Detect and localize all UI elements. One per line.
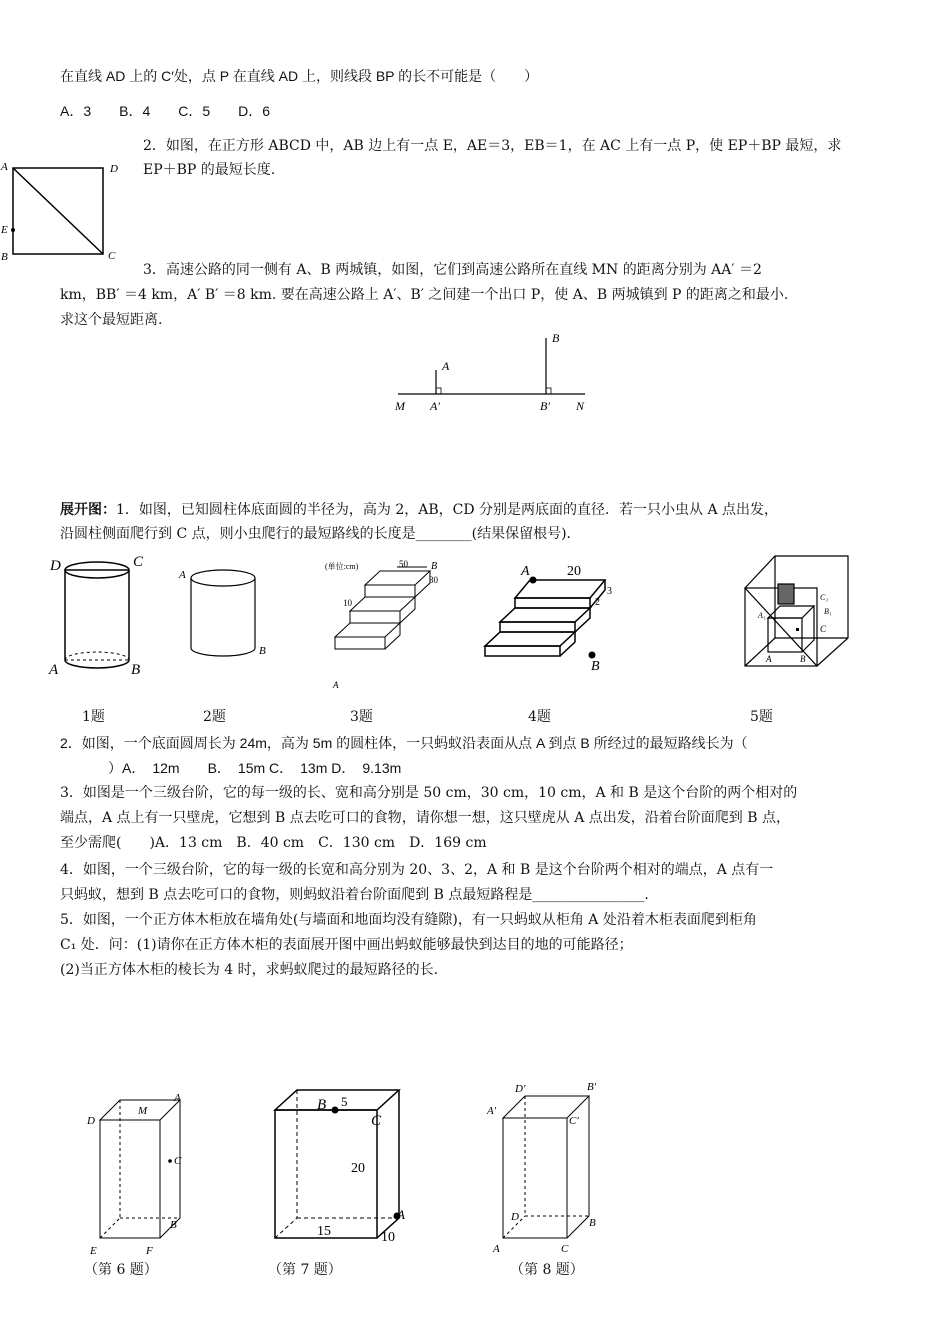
caption-fig5: 5题	[750, 709, 773, 725]
fig8-b-prime: B′	[587, 1081, 597, 1093]
fig5-cube-corner	[740, 548, 860, 673]
fig7-box	[265, 1085, 415, 1255]
fig1-label-b: B	[131, 662, 141, 678]
fig4-a: A	[521, 564, 530, 579]
fig5-b: B	[800, 654, 806, 664]
fig4-len: 20	[567, 564, 581, 579]
svg-text:A: A	[442, 359, 450, 373]
fig5-a: A	[766, 654, 772, 664]
q2-cylinder-options: ）A． 12m B． 15m C． 13m D． 9.13m	[108, 760, 402, 776]
fig3-unit: (单位:cm)	[325, 562, 359, 571]
svg-text:D: D	[110, 163, 118, 175]
q3-stair-text-3: 至少需爬( )A．13 cm B．40 cm C．130 cm D．169 cm	[60, 835, 487, 851]
fig3-len: 50	[399, 559, 408, 569]
fig7-15: 15	[317, 1224, 331, 1239]
fig2-cylinder	[175, 560, 275, 670]
fig1-label-a: A	[49, 662, 59, 678]
fig4-w: 3	[607, 586, 612, 597]
q3-highway-text-2: km，BB′ ＝4 km，A′ B′ ＝8 km. 要在高速公路上 A′、B′ 之间建一个出口 P，使 A、B 两城镇到 P 的距离之和最小.	[60, 287, 789, 303]
fig7-c: C	[371, 1113, 382, 1129]
fig6-f: F	[146, 1245, 153, 1257]
fig4-b: B	[591, 659, 600, 674]
caption-fig4: 4题	[528, 709, 551, 725]
fig8-c-prime: C′	[569, 1115, 579, 1127]
unfold-q1-line-2: 沿圆柱侧面爬行到 C 点，则小虫爬行的最短路线的长度是________(结果保留根号)．	[60, 526, 581, 542]
fig6-box	[80, 1090, 200, 1260]
fig5-b1: B₁	[824, 607, 832, 616]
fig7-20: 20	[351, 1161, 365, 1176]
svg-text:N: N	[576, 399, 585, 413]
fig2-label-b: B	[259, 645, 266, 657]
svg-text:B: B	[1, 251, 8, 263]
caption-fig7: （第 7 题）	[268, 1262, 342, 1278]
highway-figure	[390, 330, 600, 415]
caption-fig8: （第 8 题）	[510, 1262, 584, 1278]
fig5-c1: C₁	[820, 593, 829, 602]
fig7-b: B	[317, 1097, 327, 1113]
fig4-staircase	[485, 560, 635, 674]
fig3-b: B	[431, 561, 438, 572]
square-abcd-figure	[0, 150, 130, 265]
q2-square-text-1: 2．如图，在正方形 ABCD 中，AB 边上有一点 E，AE＝3，EB＝1，在 AC 上有一点 P，使 EP＋BP 最短，求	[143, 138, 842, 154]
q2-cylinder-text-1: 2．如图，一个底面圆周长为 24m，高为 5m 的圆柱体，一只蚂蚁沿表面从点 A 到点 B 所经过的最短路线长为（	[60, 735, 748, 751]
fig8-d-prime: D′	[515, 1083, 526, 1095]
fig8-a: A	[493, 1243, 500, 1255]
q5-cube-text-2: C₁ 处．问：(1)请你在正方体木柜的表面展开图中画出蚂蚁能够最快到达目的地的可能路径；	[60, 937, 633, 953]
fig1-label-c: C	[133, 554, 144, 570]
q4-stair-text-1: 4．如图，一个三级台阶，它的每一级的长宽和高分别为 20、3、2，A 和 B 是这个台阶两个相对的端点，A 点有一	[60, 862, 774, 878]
fig3-staircase	[325, 555, 455, 695]
svg-text:B′: B′	[540, 399, 550, 413]
fig6-e: E	[90, 1245, 97, 1257]
fig5-c: C	[820, 624, 827, 634]
fig8-b: B	[589, 1217, 596, 1229]
fig2-label-a: A	[179, 569, 186, 581]
q3-highway-text-3: 求这个最短距离.	[60, 312, 163, 328]
fig4-h: 2	[595, 597, 600, 608]
q3-highway-text-1: 3．高速公路的同一侧有 A、B 两城镇，如图，它们到高速公路所在直线 MN 的距离分别为 AA′ ＝2	[143, 262, 762, 278]
caption-fig2: 2题	[203, 709, 226, 725]
caption-fig1: 1题	[82, 709, 105, 725]
prev-question-line: 在直线 AD 上的 C′处，点 P 在直线 AD 上，则线段 BP 的长不可能是（ ）	[60, 68, 539, 84]
fig8-a-prime: A′	[487, 1105, 497, 1117]
fig8-box	[485, 1078, 605, 1258]
fig6-c: C	[174, 1155, 182, 1167]
svg-text:B: B	[552, 331, 560, 345]
caption-fig3: 3题	[350, 709, 373, 725]
q2-square-text-2: EP＋BP 的最短长度.	[143, 162, 276, 178]
q3-stair-text-1: 3．如图是一个三级台阶，它的每一级的长、宽和高分别是 50 cm，30 cm，10 cm，A 和 B 是这个台阶的两个相对的	[60, 785, 798, 801]
q3-stair-text-2: 端点，A 点上有一只壁虎，它想到 B 点去吃可口的食物，请你想一想，这只壁虎从 A 点出发，沿着台阶面爬到 B 点，	[60, 810, 790, 826]
fig6-a: A	[174, 1092, 181, 1104]
q5-cube-text-1: 5．如图，一个正方体木柜放在墙角处(与墙面和地面均没有缝隙)，有一只蚂蚁从柜角 A 处沿着木柜表面爬到柜角	[60, 912, 757, 928]
fig6-b: B	[170, 1219, 177, 1231]
fig8-c: C	[561, 1243, 569, 1255]
fig6-m: M	[138, 1105, 148, 1117]
fig1-label-d: D	[50, 558, 61, 574]
fig3-height: 10	[343, 598, 352, 608]
svg-text:C: C	[108, 250, 116, 262]
fig7-a: A	[397, 1207, 405, 1222]
fig7-5: 5	[341, 1094, 348, 1109]
svg-text:E: E	[1, 224, 8, 236]
label-a: A	[1, 161, 8, 173]
q5-cube-text-3: (2)当正方体木柜的棱长为 4 时，求蚂蚁爬过的最短路径的长.	[60, 962, 439, 978]
fig7-10: 10	[381, 1230, 395, 1245]
fig1-cylinder	[45, 550, 155, 680]
q4-stair-text-2: 只蚂蚁，想到 B 点去吃可口的食物，则蚂蚁沿着台阶面爬到 B 点最短路程是________________.	[60, 887, 649, 903]
unfold-heading: 展开图：	[60, 501, 116, 517]
fig5-a1: A₁	[758, 611, 766, 620]
prev-question-options: A．3 B．4 C．5 D．6	[60, 103, 271, 119]
svg-text:M: M	[395, 399, 405, 413]
svg-text:A′: A′	[430, 399, 440, 413]
fig6-d: D	[87, 1115, 95, 1127]
caption-fig6: （第 6 题）	[84, 1262, 158, 1278]
fig8-d: D	[511, 1211, 519, 1223]
unfold-q1-line-1	[60, 499, 778, 520]
fig3-width: 30	[429, 575, 438, 585]
fig3-a: A	[333, 680, 339, 690]
unfold-q1-text-a: 1．如图，已知圆柱体底面圆的半径为，高为 2，AB，CD 分别是两底面的直径．若一只小虫从 A 点出发，	[116, 502, 779, 518]
